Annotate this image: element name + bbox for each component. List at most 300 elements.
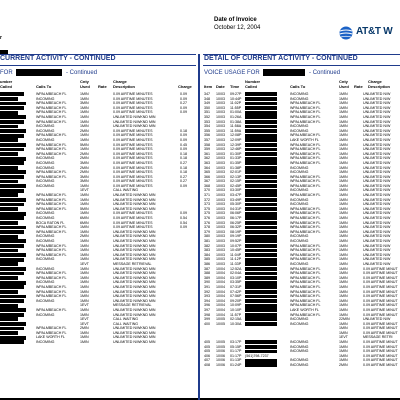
- minutes-cell: 1MIN: [339, 128, 348, 133]
- time-cell: 07:56P: [230, 294, 242, 299]
- charge-desc-cell: UNLIMITED N/WKND MIN: [113, 284, 156, 289]
- charge-desc-cell: UNLIMITED N/W: [363, 137, 391, 142]
- charge-desc-cell: 0.09 AIRTIME MINUTES: [113, 156, 153, 161]
- date-cell: 10/03: [216, 124, 225, 129]
- date-cell: 10/03: [216, 216, 225, 221]
- minutes-cell: 1EVT: [80, 188, 89, 193]
- calls-to-cell: WPALMBEACH FL: [290, 280, 321, 285]
- item-cell: 370: [204, 188, 210, 193]
- minutes-cell: 1MIN: [339, 307, 348, 312]
- minutes-cell: 1MIN: [80, 92, 89, 96]
- date-cell: 10/03: [216, 248, 225, 253]
- item-cell: 396: [204, 303, 210, 308]
- charge-desc-cell: UNLIMITED N/WKND MIN: [113, 124, 156, 129]
- date-cell: 10/03: [216, 92, 225, 96]
- time-cell: 01:17P: [230, 353, 242, 358]
- item-cell: 357: [204, 137, 210, 142]
- left-header-calls-to: Calls To: [36, 83, 52, 89]
- left-usage-table: [0, 92, 196, 345]
- right-header-item: Item: [204, 83, 213, 89]
- calls-to-cell: INCOMING: [290, 188, 309, 193]
- charge-desc-cell: UNLIMITED N/W: [363, 114, 391, 119]
- charge-desc-cell: 0.09 AIRTIME MINUT: [363, 280, 398, 285]
- minutes-cell: 1MIN: [339, 160, 348, 165]
- date-cell: 10/04: [216, 312, 225, 317]
- calls-to-cell: INCOMING: [290, 234, 309, 239]
- item-cell: 405: [204, 340, 210, 345]
- left-subtitle: [0, 69, 97, 76]
- minutes-cell: 5MIN: [80, 206, 89, 211]
- date-cell: 10/04: [216, 294, 225, 299]
- item-cell: 350: [204, 105, 210, 110]
- minutes-cell: 1MIN: [80, 225, 89, 230]
- minutes-cell: 1MIN: [80, 229, 89, 234]
- item-cell: 407: [204, 358, 210, 363]
- time-cell: 03:30P: [230, 188, 242, 193]
- charge-desc-cell: MESSAGE RETRIEVAL: [113, 261, 152, 266]
- calls-to-cell: WPALMBEACH FL: [290, 105, 321, 110]
- charge-desc-cell: 0.09 AIRTIME MINUT: [363, 326, 398, 331]
- calls-to-cell: INCOMING: [290, 239, 309, 243]
- charge-desc-cell: UNLIMITED N/WKND MIN: [113, 229, 156, 234]
- calls-to-cell: INCOMING: [36, 216, 55, 221]
- calls-to-cell: WPALMBEACH FL: [290, 206, 321, 211]
- calls-to-cell: WPALMBEACH FL: [36, 252, 67, 257]
- date-cell: 10/03: [216, 165, 225, 170]
- left-subtitle-prefix: FOR: [0, 70, 13, 77]
- date-cell: 10/03: [216, 170, 225, 175]
- calls-to-cell: INCOMING: [290, 321, 309, 326]
- minutes-cell: 1MIN: [80, 307, 89, 312]
- date-cell: 10/03: [216, 202, 225, 207]
- calls-to-cell: WPALMBEACH FL: [36, 133, 67, 138]
- charge-desc-cell: UNLIMITED N/W: [363, 239, 391, 243]
- charge-desc-cell: 0.09 AIRTIME MINUT: [363, 266, 398, 271]
- time-cell: 12:09P: [230, 137, 242, 142]
- left-section-title: CURRENT ACTIVITY - CONTINUED: [0, 55, 116, 62]
- calls-to-cell: WPALMBEACH FL: [290, 266, 321, 271]
- charge-desc-cell: UNLIMITED N/W: [363, 124, 391, 129]
- calls-to-cell: WPALMBEACH FL: [36, 243, 67, 248]
- charge-cell: 0.09: [180, 147, 187, 152]
- charge-desc-cell: 0.09 AIRTIME MINUT: [363, 312, 398, 317]
- date-cell: 10/04: [216, 271, 225, 276]
- calls-to-cell: INCOMING: [36, 137, 55, 142]
- time-cell: 11:58A: [230, 124, 242, 129]
- minutes-cell: 1MIN: [80, 312, 89, 317]
- right-header-charge-desc: Charge Description: [368, 79, 391, 89]
- calls-to-cell: WPALMBEACH FL: [290, 114, 321, 119]
- calls-to-cell: WPALMBEACH FL: [290, 211, 321, 216]
- charge-cell: 0.09: [180, 105, 187, 110]
- calls-to-cell: WPALMBEACH FL: [290, 142, 321, 147]
- minutes-cell: 1MIN: [80, 239, 89, 243]
- minutes-cell: 2MIN: [80, 151, 89, 156]
- item-cell: 355: [204, 128, 210, 133]
- calls-to-cell: WPALMBEACH FL: [290, 243, 321, 248]
- item-cell: 362: [204, 156, 210, 161]
- charge-desc-cell: 0.09 AIRTIME MINUTES: [113, 170, 153, 175]
- calls-to-cell: INCOMING: [290, 165, 309, 170]
- calls-to-cell: INCOMING: [290, 128, 309, 133]
- invoice-date-label: Date of Invoice: [214, 17, 257, 23]
- charge-desc-cell: UNLIMITED N/W: [363, 234, 391, 239]
- minutes-cell: 1MIN: [80, 193, 89, 198]
- minutes-cell: 2MIN: [80, 128, 89, 133]
- item-cell: 368: [204, 183, 210, 188]
- minutes-cell: 1MIN: [339, 294, 348, 299]
- item-cell: 405: [204, 349, 210, 354]
- date-cell: 10/04: [216, 307, 225, 312]
- charge-desc-cell: 0.09 AIRTIME MINUTES: [113, 220, 153, 225]
- minutes-cell: 1MIN: [80, 96, 89, 101]
- calls-to-cell: WPALMBEACH FL: [36, 284, 67, 289]
- minutes-cell: 3MIN: [80, 174, 89, 179]
- time-cell: 01:38P: [230, 165, 242, 170]
- charge-desc-cell: UNLIMITED N/W: [363, 252, 391, 257]
- item-cell: 385: [204, 257, 210, 262]
- minutes-cell: 1MIN: [80, 133, 89, 138]
- time-cell: 01:17P: [230, 349, 242, 354]
- minutes-cell: 1MIN: [80, 211, 89, 216]
- date-cell: 10/03: [216, 174, 225, 179]
- item-cell: 399: [204, 317, 210, 322]
- minutes-cell: 1MIN: [339, 266, 348, 271]
- calls-to-cell: WPALMBEACH FL: [290, 257, 321, 262]
- time-cell: 10:45P: [230, 248, 242, 253]
- minutes-cell: 1MIN: [339, 202, 348, 207]
- minutes-cell: 3MIN: [80, 160, 89, 165]
- charge-cell: 0.09: [180, 110, 187, 115]
- calls-to-cell: INCOMING: [290, 96, 309, 101]
- charge-desc-cell: UNLIMITED N/W: [363, 179, 391, 184]
- time-cell: 01:33P: [230, 156, 242, 161]
- charge-desc-cell: UNLIMITED N/WKND MIN: [113, 326, 156, 331]
- minutes-cell: 1MIN: [80, 137, 89, 142]
- charge-desc-cell: UNLIMITED N/W: [363, 133, 391, 138]
- calls-to-cell: INCOMING: [36, 266, 55, 271]
- column-divider: [198, 54, 200, 400]
- calls-to-cell: INCOMING: [36, 124, 55, 129]
- item-cell: 352: [204, 114, 210, 119]
- minutes-cell: 1EVT: [80, 317, 89, 322]
- left-header-cnty: Cnty Used: [80, 79, 90, 89]
- minutes-cell: 1MIN: [339, 151, 348, 156]
- charge-desc-cell: UNLIMITED N/W: [363, 229, 391, 234]
- item-cell: 382: [204, 243, 210, 248]
- calls-to-cell: INCOMING: [290, 261, 309, 266]
- calls-to-cell: INCOMING: [290, 363, 309, 368]
- charge-desc-cell: UNLIMITED N/W: [363, 174, 391, 179]
- calls-to-cell: WPALMBEACH FL: [36, 307, 67, 312]
- minutes-cell: 1MIN: [80, 298, 89, 303]
- minutes-cell: 1MIN: [339, 193, 348, 198]
- charge-desc-cell: 0.09 AIRTIME MINUT: [363, 275, 398, 280]
- redacted-number: [0, 340, 24, 344]
- item-cell: 393: [204, 294, 210, 299]
- time-cell: 03:10P: [230, 275, 242, 280]
- calls-to-cell: WPALMBEACH FL: [290, 133, 321, 138]
- calls-to-cell: WPALMBEACH FL: [36, 101, 67, 106]
- charge-desc-cell: 0.09 AIRTIME MINUTES: [113, 142, 153, 147]
- charge-desc-cell: 0.09 AIRTIME MINUTES: [113, 165, 153, 170]
- minutes-cell: 1EVT: [80, 261, 89, 266]
- charge-desc-cell: UNLIMITED N/W: [363, 119, 391, 124]
- minutes-cell: 1MIN: [80, 183, 89, 188]
- minutes-cell: 1MIN: [80, 280, 89, 285]
- calls-to-cell: WPALMBEACH FL: [290, 151, 321, 156]
- calls-to-cell: WPALMBEACH FL: [290, 220, 321, 225]
- date-cell: 10/03: [216, 225, 225, 230]
- charge-desc-cell: 0.09 AIRTIME MINUT: [363, 340, 398, 345]
- charge-desc-cell: 0.09 AIRTIME MINUT: [363, 321, 398, 326]
- charge-desc-cell: UNLIMITED N/WKND MIN: [113, 248, 156, 253]
- date-cell: 10/03: [216, 220, 225, 225]
- item-cell: 405: [204, 344, 210, 349]
- charge-desc-cell: UNLIMITED N/W: [363, 105, 391, 110]
- charge-desc-cell: 0.09 AIRTIME MINUT: [363, 271, 398, 276]
- calls-to-cell: INCOMING: [36, 160, 55, 165]
- charge-desc-cell: UNLIMITED N/W: [363, 147, 391, 152]
- time-cell: 01:26A: [230, 114, 242, 119]
- minutes-cell: 1MIN: [339, 234, 348, 239]
- charge-desc-cell: UNLIMITED N/W: [363, 197, 391, 202]
- calls-to-cell: WPALMBEACH FL: [290, 248, 321, 253]
- item-cell: 375: [204, 206, 210, 211]
- charge-desc-cell: 0.09 AIRTIME MINUT: [363, 353, 398, 358]
- charge-desc-cell: MESSAGE RETRI: [363, 335, 393, 340]
- charge-desc-cell: 0.09 AIRTIME MINUT: [363, 344, 398, 349]
- time-cell: 12:08P: [230, 133, 242, 138]
- minutes-cell: 1MIN: [339, 239, 348, 243]
- minutes-cell: 1MIN: [339, 188, 348, 193]
- item-cell: 379: [204, 229, 210, 234]
- minutes-cell: 1MIN: [339, 179, 348, 184]
- date-cell: 10/03: [216, 239, 225, 243]
- time-cell: 12:39P: [230, 142, 242, 147]
- date-cell: 10/06: [216, 363, 225, 368]
- minutes-cell: 5MIN: [80, 142, 89, 147]
- charge-desc-cell: 0.09 AIRTIME MINUTES: [113, 137, 153, 142]
- date-cell: 10/04: [216, 284, 225, 289]
- minutes-cell: 1MIN: [339, 298, 348, 303]
- time-cell: 02:15P: [230, 179, 242, 184]
- date-cell: 10/04: [216, 280, 225, 285]
- charge-desc-cell: 0.09 AIRTIME MINUT: [363, 284, 398, 289]
- calls-to-cell: INCOMING: [36, 211, 55, 216]
- calls-to-cell: WPALMBEACH FL: [36, 289, 67, 294]
- date-cell: 10/03: [216, 211, 225, 216]
- minutes-cell: 1MIN: [339, 280, 348, 285]
- date-cell: 10/03: [216, 105, 225, 110]
- right-subtitle-suffix: - Continued: [309, 70, 341, 77]
- invoice-date-value: October 12, 2004: [214, 25, 261, 31]
- calls-to-cell: INCOMING: [290, 344, 309, 349]
- calls-to-cell: WPALMBEACH FL: [36, 114, 67, 119]
- item-cell: 356: [204, 133, 210, 138]
- minutes-cell: 1MIN: [339, 211, 348, 216]
- date-cell: 10/04: [216, 303, 225, 308]
- charge-desc-cell: UNLIMITED N/W: [363, 96, 391, 101]
- time-cell: 07:42P: [230, 289, 242, 294]
- minutes-cell: 1MIN: [80, 335, 89, 340]
- calls-to-cell: WPALMBEACH FL: [290, 312, 321, 317]
- calls-to-cell: WPALMBEACH FL: [36, 147, 67, 152]
- item-cell: 371: [204, 193, 210, 198]
- minutes-cell: 1MIN: [80, 257, 89, 262]
- minutes-cell: 1MIN: [339, 229, 348, 234]
- time-cell: 09:27P: [230, 92, 242, 96]
- charge-desc-cell: UNLIMITED N/WKND MIN: [113, 266, 156, 271]
- time-cell: 05:30P: [230, 202, 242, 207]
- charge-desc-cell: 0.09 AIRTIME MINUT: [363, 289, 398, 294]
- time-cell: 02:15A: [230, 317, 242, 322]
- charge-desc-cell: UNLIMITED N/W: [363, 211, 391, 216]
- calls-to-cell: BOCA RATON FL: [36, 220, 65, 225]
- minutes-cell: 1MIN: [339, 358, 348, 363]
- date-cell: 10/05: [216, 340, 225, 345]
- minutes-cell: 1MIN: [339, 243, 348, 248]
- charge-desc-cell: UNLIMITED N/WKND MIN: [113, 197, 156, 202]
- charge-desc-cell: UNLIMITED N/W: [363, 160, 391, 165]
- left-header-number: umber Called: [0, 79, 13, 89]
- date-cell: 10/05: [216, 344, 225, 349]
- minutes-cell: 1MIN: [80, 110, 89, 115]
- charge-desc-cell: 0.09 AIRTIME MINUTES: [113, 128, 153, 133]
- charge-desc-cell: UNLIMITED N/W: [363, 151, 391, 156]
- charge-desc-cell: MESSAGE RETRIEVAL: [113, 303, 152, 308]
- minutes-cell: 1MIN: [80, 289, 89, 294]
- date-cell: 10/03: [216, 206, 225, 211]
- item-cell: 387: [204, 266, 210, 271]
- minutes-cell: 2MIN: [80, 326, 89, 331]
- minutes-cell: 1MIN: [339, 353, 348, 358]
- minutes-cell: 1MIN: [339, 312, 348, 317]
- item-cell: 383: [204, 248, 210, 253]
- minutes-cell: 1MIN: [339, 340, 348, 345]
- minutes-cell: 1MIN: [80, 252, 89, 257]
- calls-to-cell: WPALMBEACH FL: [36, 119, 67, 124]
- minutes-cell: 1MIN: [339, 124, 348, 129]
- calls-to-cell: WPALMBEACH FL: [36, 170, 67, 175]
- calls-to-cell: INCOMING: [36, 128, 55, 133]
- time-cell: 10:44P: [230, 96, 242, 101]
- minutes-cell: 1MIN: [339, 165, 348, 170]
- minutes-cell: 1MIN: [339, 105, 348, 110]
- date-cell: 10/04: [216, 275, 225, 280]
- calls-to-cell: INCOMING: [36, 156, 55, 161]
- minutes-cell: 1MIN: [339, 137, 348, 142]
- minutes-cell: 1MIN: [339, 344, 348, 349]
- time-cell: 02:01P: [230, 170, 242, 175]
- calls-to-cell: WPALMBEACH FL: [36, 248, 67, 253]
- item-cell: 373: [204, 202, 210, 207]
- calls-to-cell: INCOMING: [36, 257, 55, 262]
- minutes-cell: 1MIN: [339, 142, 348, 147]
- charge-desc-cell: UNLIMITED N/WKND MIN: [113, 312, 156, 317]
- date-cell: 10/04: [216, 289, 225, 294]
- charge-desc-cell: UNLIMITED N/WKND MIN: [113, 294, 156, 299]
- calls-to-cell: WPALMBEACH FL: [36, 229, 67, 234]
- right-section-title: DETAIL OF CURRENT ACTIVITY - CONTINUED: [204, 55, 358, 62]
- calls-to-cell: WPALMBEACH FL: [290, 284, 321, 289]
- calls-to-cell: WPALMBEACH FL: [290, 183, 321, 188]
- minutes-cell: 1MIN: [80, 119, 89, 124]
- charge-desc-cell: UNLIMITED N/WKND MIN: [113, 243, 156, 248]
- item-cell: 359: [204, 147, 210, 152]
- calls-to-cell: WPALMBEACH FL: [290, 225, 321, 230]
- calls-to-cell: WPALMBEACH FL: [290, 289, 321, 294]
- item-cell: 391: [204, 284, 210, 289]
- invoice-header: [0, 0, 400, 54]
- charge-desc-cell: UNLIMITED N/W: [363, 170, 391, 175]
- charge-cell: 0.09: [180, 133, 187, 138]
- item-cell: 354: [204, 124, 210, 129]
- charge-desc-cell: UNLIMITED N/WKND MIN: [113, 298, 156, 303]
- charge-desc-cell: 0.09 AIRTIME MINUTES: [113, 211, 153, 216]
- left-subtitle-suffix: - Continued: [66, 70, 98, 77]
- right-header-cnty: Cnty Used: [339, 79, 349, 89]
- charge-desc-cell: UNLIMITED N/WKND MIN: [113, 114, 156, 119]
- calls-to-cell: INCOMING: [36, 239, 55, 243]
- minutes-cell: 1MIN: [339, 261, 348, 266]
- redacted-name: [16, 69, 62, 76]
- date-cell: 10/06: [216, 349, 225, 354]
- calls-to-cell: INCOMING: [36, 183, 55, 188]
- date-cell: 10/03: [216, 128, 225, 133]
- calls-to-cell: WPALMBEACH FL: [290, 119, 321, 124]
- minutes-cell: 1MIN: [80, 114, 89, 119]
- redacted-name: [263, 69, 305, 76]
- item-cell: 348: [204, 96, 210, 101]
- item-cell: 394: [204, 298, 210, 303]
- calls-to-cell: WPALMBEACH FL: [290, 229, 321, 234]
- time-cell: 10:09P: [230, 303, 242, 308]
- calls-to-cell: WPALMBEACH FL: [36, 174, 67, 179]
- calls-to-cell: INCOMING: [36, 298, 55, 303]
- minutes-cell: 1MIN: [339, 183, 348, 188]
- time-cell: 11:04P: [230, 252, 242, 257]
- date-cell: 10/03: [216, 114, 225, 119]
- left-header-rate: Rate: [98, 83, 107, 89]
- calls-to-cell: WPALMBEACH FL: [36, 326, 67, 331]
- minutes-cell: 1MIN: [339, 96, 348, 101]
- charge-cell: 0.18: [180, 170, 187, 175]
- minutes-cell: 1EVT: [80, 321, 89, 326]
- calls-to-cell: WPALMBEACH FL: [290, 252, 321, 257]
- charge-desc-cell: 0.09 AIRTIME MINUTES: [113, 101, 153, 106]
- calls-to-cell: WPALMBEACH FL: [36, 206, 67, 211]
- time-cell: 01:35P: [230, 160, 242, 165]
- minutes-cell: 1MIN: [80, 271, 89, 276]
- charge-desc-cell: 0.09 AIRTIME MINUTES: [113, 110, 153, 115]
- calls-to-cell: INCOMING: [290, 340, 309, 345]
- right-header-number: Number Called: [245, 79, 261, 89]
- charge-cell: 0.18: [180, 156, 187, 161]
- charge-desc-cell: 0.09 AIRTIME MINUT: [363, 363, 398, 368]
- charge-desc-cell: 0.09 AIRTIME MINUT: [363, 349, 398, 354]
- calls-to-cell: INCOMING: [290, 197, 309, 202]
- calls-to-cell: WPALMBEACH FL: [290, 156, 321, 161]
- redacted-number: [245, 363, 277, 367]
- charge-desc-cell: 0.09 AIRTIME MINUTES: [113, 147, 153, 152]
- calls-to-cell: WPALMBEACH FL: [290, 294, 321, 299]
- charge-desc-cell: UNLIMITED N/WKND MIN: [113, 239, 156, 243]
- time-cell: 01:24P: [230, 363, 242, 368]
- calls-to-cell: WPALMBEACH FL: [290, 160, 321, 165]
- time-cell: 09:52P: [230, 239, 242, 243]
- charge-desc-cell: UNLIMITED N/W: [363, 188, 391, 193]
